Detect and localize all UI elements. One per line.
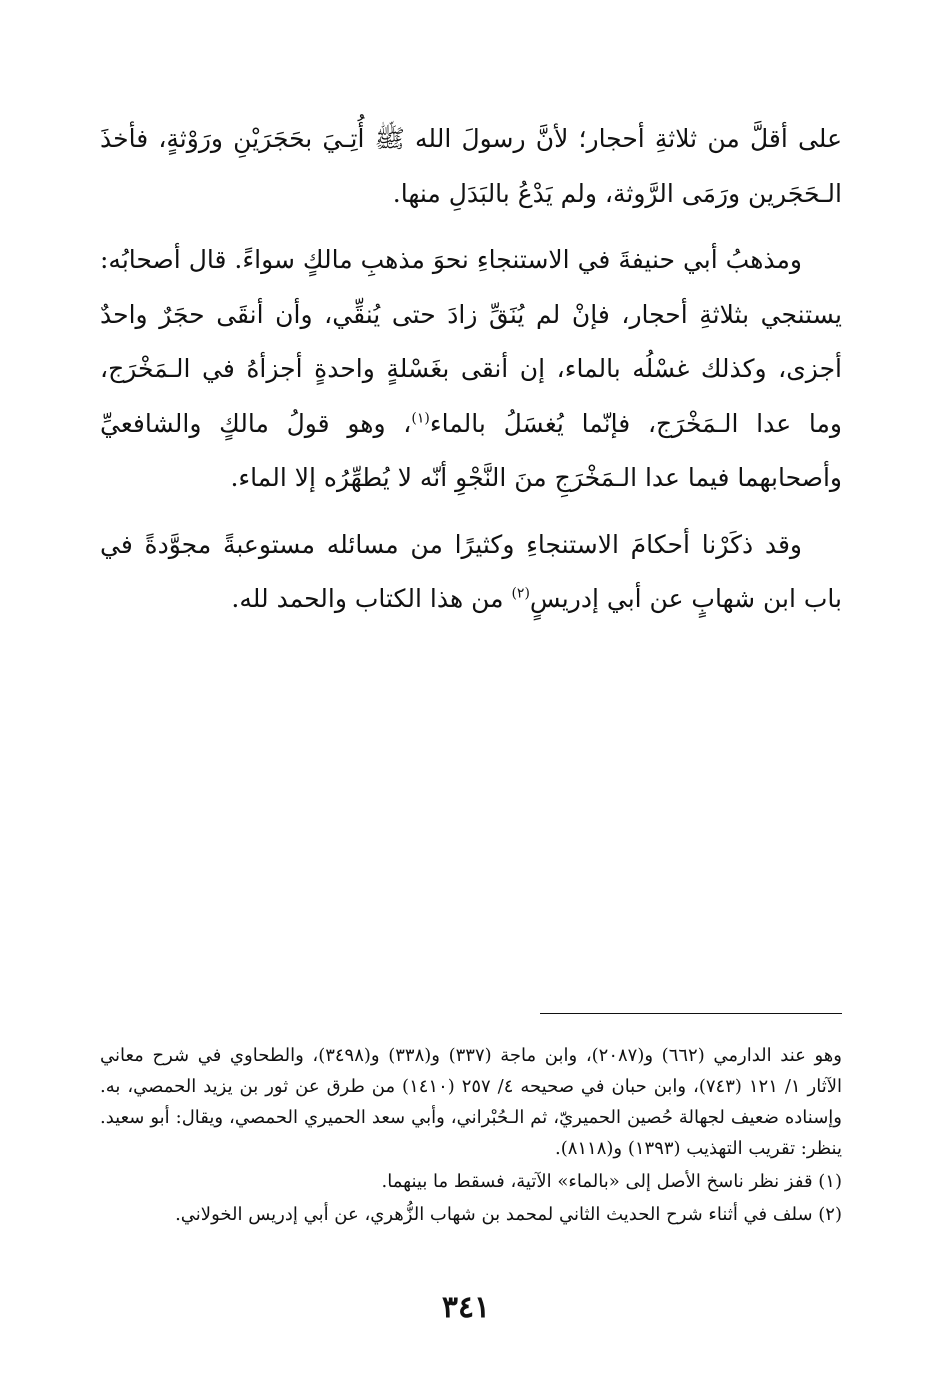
paragraph-3-text-end: من هذا الكتاب والحمد لله. <box>231 584 512 613</box>
page-number: ٣٤١ <box>441 1290 491 1325</box>
paragraph-3 <box>100 518 842 627</box>
main-text <box>100 112 842 639</box>
footnote-continuation: وهو عند الدارمي (٦٦٢) و(٢٠٨٧)، وابن ماجة (٣٣٧) و(٣٣٨) و(٣٤٩٨)، والطحاوي في شرح معاني الآثار ١/ ١٢١ (٧٤٣)، وابن حبان في صحيحه ٤/ ٢٥٧ (١٤١٠) من طرق عن ثور بن يزيد الحمصي، به. وإسناده ضعيف لجهالة حُصين الحميريّ، ثم الـحُبْراني، وأبي سعد الحميري الحمصي، ويقال: أبو سعيد. ينظر: تقريب التهذيب (١٣٩٣) و(٨١١٨). <box>100 1045 842 1159</box>
paragraph-3-text-start: وقد ذكَرْنا أحكامَ الاستنجاءِ وكثيرًا من مسائله مستوعبةً مجوَّدةً في باب ابن شهابٍ عن أبي إدريسٍ <box>100 529 842 613</box>
footnote-ref-1[interactable]: (١) <box>411 410 430 427</box>
footnote-1: (١) قفز نظر ناسخ الأصل إلى «بالماء» الآتية، فسقط ما بينهما. <box>381 1171 842 1192</box>
footnote-divider <box>540 1013 842 1014</box>
footnote-ref-2[interactable]: (٢) <box>511 585 530 602</box>
paragraph-2-text-end: ، وهو قولُ مالكٍ والشافعيِّ وأصحابهما فيما عدا الـمَخْرَجِ منَ النَّجْوِ أنّه لا يُطهِّرُه إلا الماء. <box>100 408 842 492</box>
footnotes <box>100 1040 842 1232</box>
footnote-2: (٢) سلف في أثناء شرح الحديث الثاني لمحمد بن شهاب الزُّهري، عن أبي إدريس الخولاني. <box>175 1204 842 1225</box>
paragraph-1-text: على أقلَّ من ثلاثةِ أحجار؛ لأنَّ رسولَ الله ﷺ أُتِـيَ بحَجَرَيْنِ ورَوْثةٍ، فأخذَ الـحَجَرين ورَمَى الرَّوثة، ولم يَدْعُ بالبَدَلِ منها. <box>100 124 842 208</box>
paragraph-2-text-start: ومذهبُ أبي حنيفةَ في الاستنجاءِ نحوَ مذهبِ مالكٍ سواءً. قال أصحابُه: يستنجي بثلاثةِ أحجار، فإنْ لم يُنَقِّ زادَ حتى يُنقِّي، وأن أنقَى حجَرٌ واحدٌ أجزى، وكذلك غسْلُه بالماء، إن أنقى بغَسْلةٍ واحدةٍ أجزأهُ في الـمَخْرَج، وما عدا الـمَخْرَج، فإنّما يُغسَلُ بالماء <box>100 245 843 438</box>
paragraph-2 <box>100 233 842 506</box>
paragraph-1 <box>100 112 842 221</box>
